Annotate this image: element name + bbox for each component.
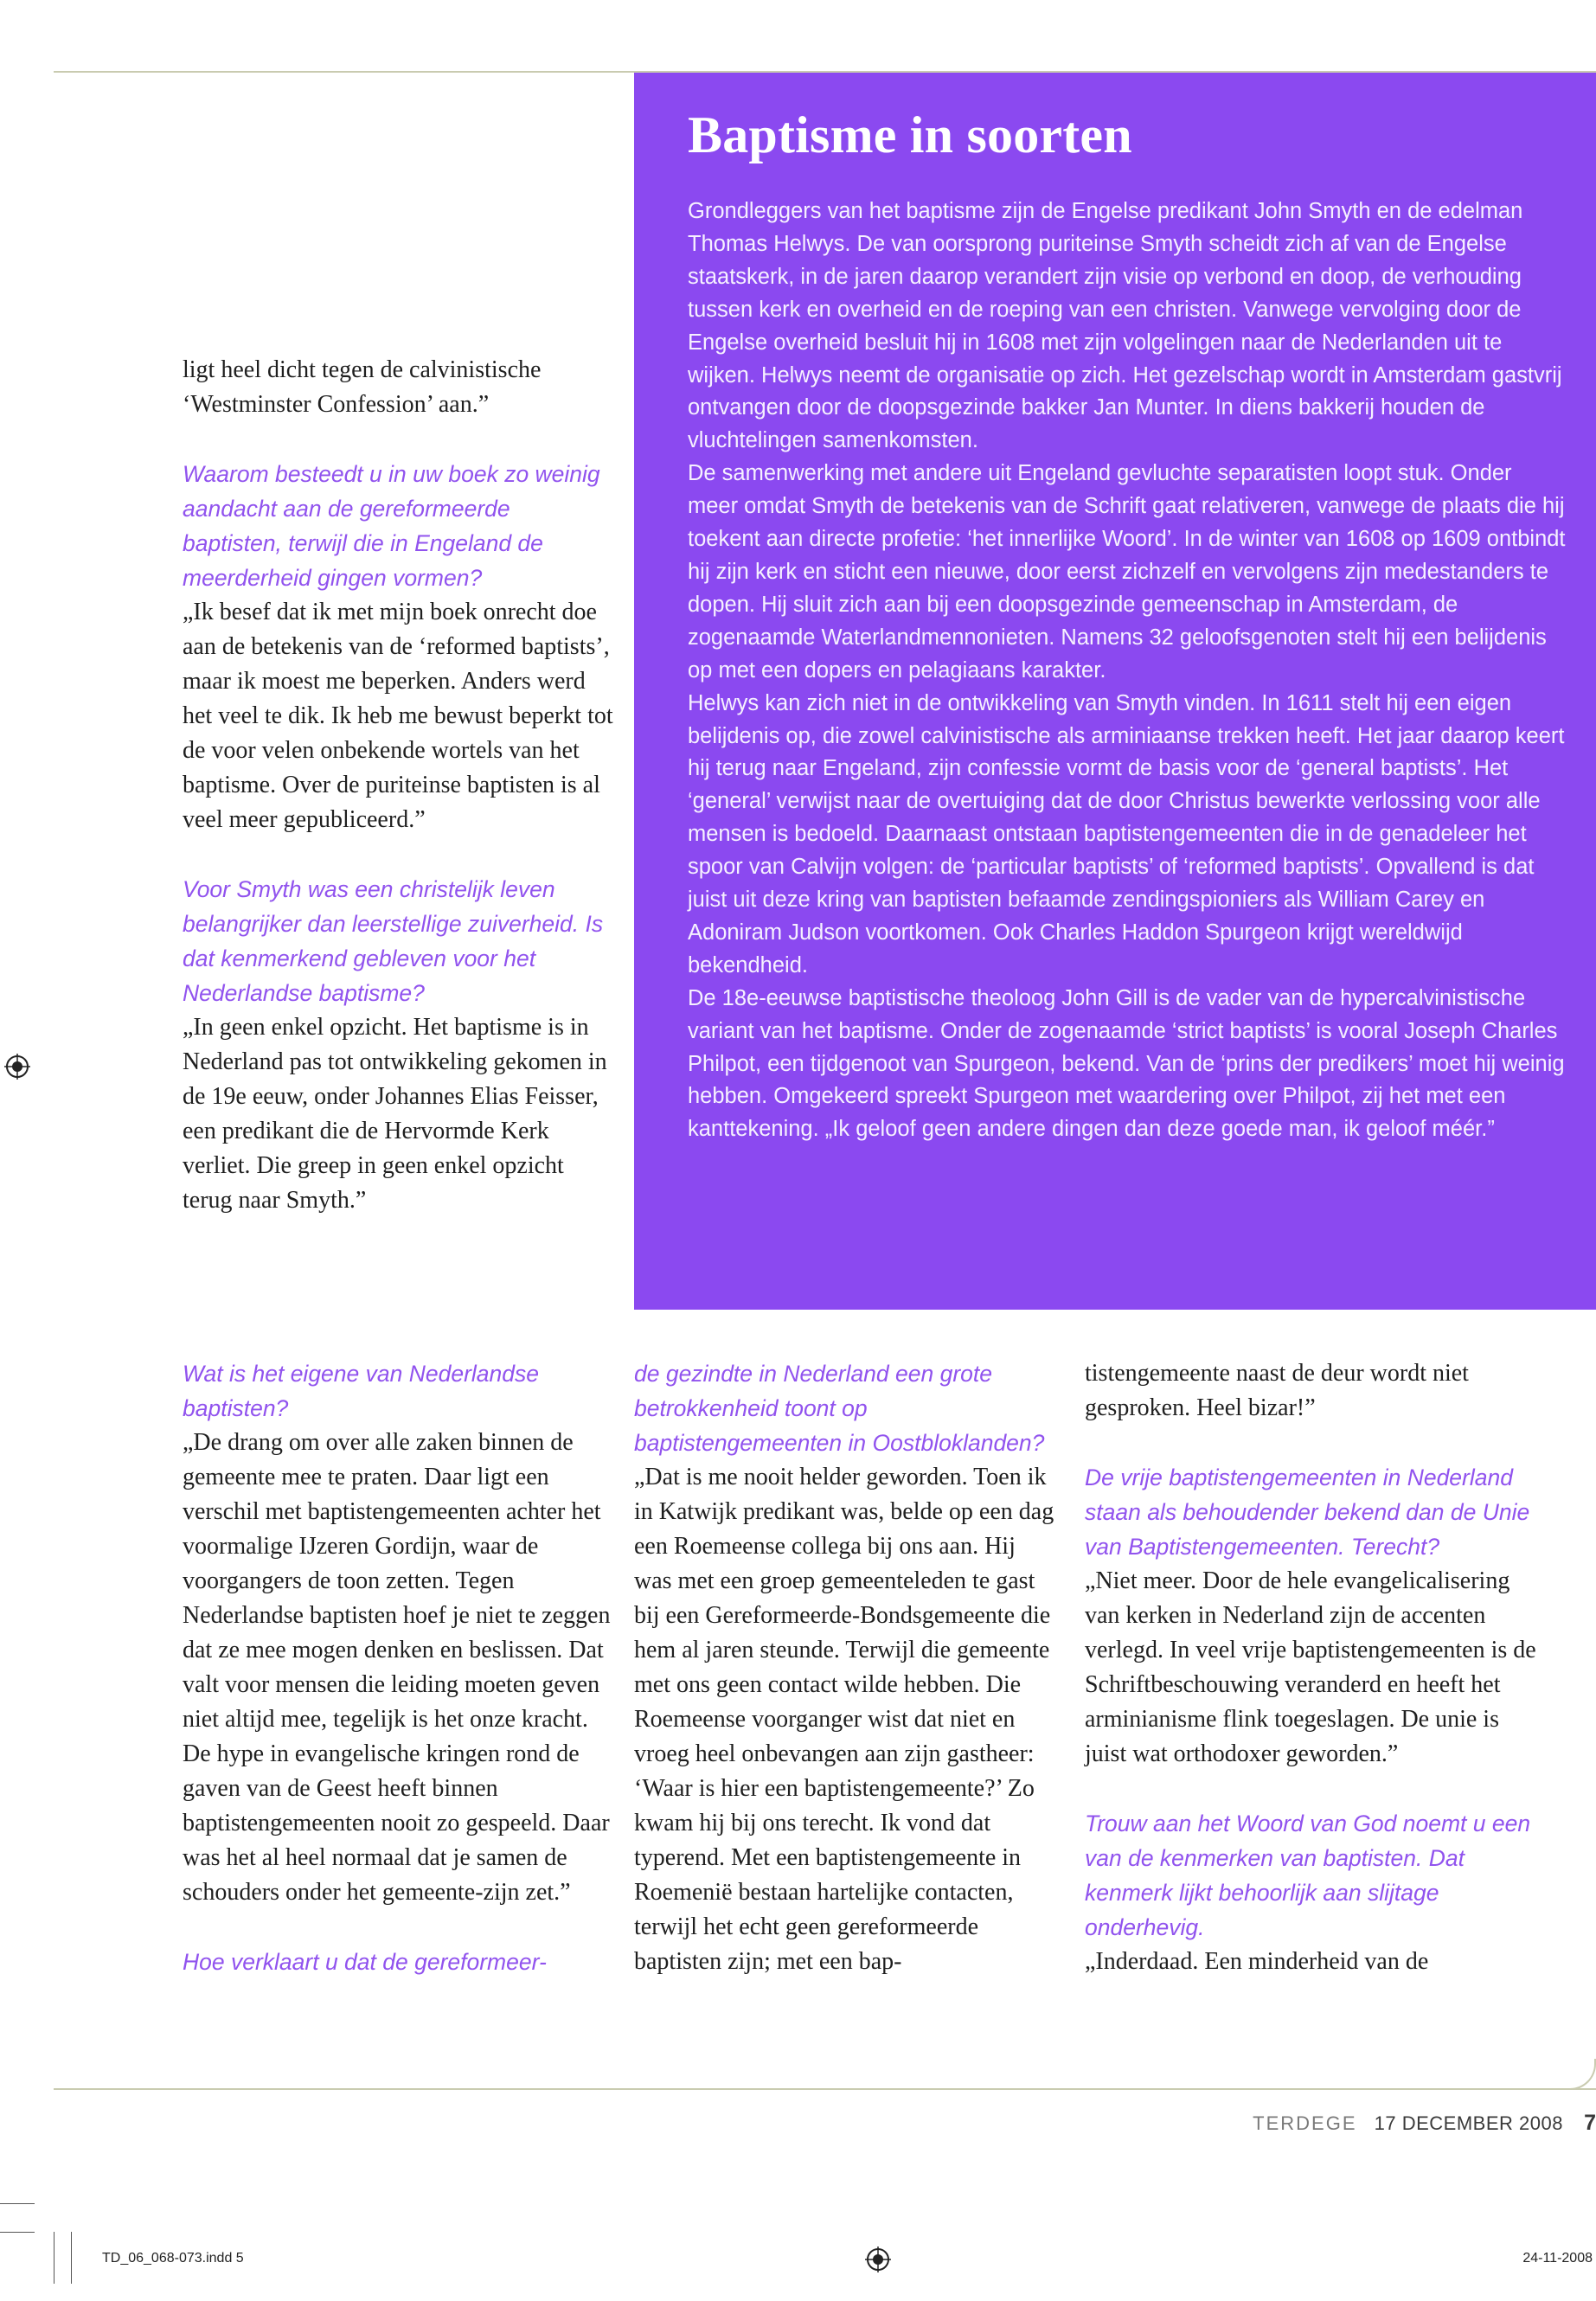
question-text: Trouw aan het Woord van God noemt u een van de kenmerken van baptisten. Dat kenmerk lijkt behoorlijk aan slijtage onderhevig.	[1085, 1811, 1531, 1940]
corner-bracket	[1567, 2059, 1596, 2090]
registration-mark-icon	[4, 1054, 30, 1080]
sidebar-title: Baptisme in soorten	[688, 106, 1132, 163]
question-text: Wat is het eigene van Nederlandse baptisten?	[183, 1361, 539, 1421]
question-text: Hoe verklaart u dat de gereformeer-	[183, 1949, 547, 1975]
issue-date: 17 DECEMBER 2008	[1374, 2112, 1563, 2134]
answer-text: „In geen enkel opzicht. Het baptisme is in Nederland pas tot ontwikkeling gekomen in de 19e eeuw, onder Johannes Elias Feisser, een predikant die de Hervormde Kerk verliet. Die greep in geen enkel opzicht terug naar Smyth.”	[183, 1014, 607, 1214]
crop-mark	[0, 2232, 35, 2233]
answer-text: „De drang om over alle zaken binnen de gemeente mee te praten. Daar ligt een verschil met baptistengemeenten achter het voormalige IJzeren Gordijn, waar de voorgangers de toon zetten. Tegen Nederlandse baptisten hoef je niet te zeggen dat ze mee mogen denken en beslissen. Dat valt voor mensen die leiding moeten geven niet altijd mee, tegelijk is het onze kracht. De hype in evangelische kringen rond de gaven van de Geest heeft binnen baptistengemeenten nooit zo gespeeld. Daar was het al heel normaal dat je samen de schouders onder het gemeente-zijn zet.”	[183, 1429, 611, 1906]
column-1-bottom	[183, 1356, 615, 1979]
column-3	[1085, 1356, 1543, 1979]
slug-filename: TD_06_068-073.indd 5	[102, 2251, 244, 2266]
answer-text: „Dat is me nooit helder geworden. Toen ik in Katwijk predikant was, belde op een dag een Roemeense collega bij ons aan. Hij was met een groep gemeenteleden te gast bij een Gereformeerde-Bondsgemeente die hem al jaren steunde. Terwijl die gemeente met ons geen contact wilde hebben. Die Roemeense voorganger wist dat niet en vroeg heel onbevangen aan zijn gastheer: ‘Waar is hier een baptistengemeente?’ Zo kwam hij bij ons terecht. Ik vond dat typerend. Met een baptistengemeente in Roemenië bestaan hartelijke contacten, terwijl het echt geen gereformeerde baptisten zijn; met een bap-	[634, 1464, 1054, 1975]
crop-mark	[0, 2203, 35, 2204]
question-text: de gezindte in Nederland een grote betrokkenheid toont op baptistengemeenten in Oostbloklanden?	[634, 1361, 1045, 1456]
answer-text: „Ik besef dat ik met mijn boek onrecht doe aan de betekenis van de ‘reformed baptists’, maar ik moest me beperken. Anders werd het veel te dik. Ik heb me bewust beperkt tot de voor velen onbekende wortels van het baptisme. Over de puriteinse baptisten is al veel meer gepubliceerd.”	[183, 599, 613, 833]
answer-text: tistengemeente naast de deur wordt niet gesproken. Heel bizar!”	[1085, 1360, 1469, 1421]
magazine-name: TERDEGE	[1253, 2112, 1357, 2134]
sidebar-paragraph: Helwys kan zich niet in de ontwikkeling van Smyth vinden. In 1611 stelt hij een eigen belijdenis op, die zowel calvinistische als arminiaanse trekken heeft. Het jaar daarop keert hij terug naar Engeland, zijn confessie vormt de basis voor de ‘general baptists’. Het ‘general’ verwijst naar de overtuiging dat de door Christus bewerkte verlossing voor alle mensen is bedoeld. Daarnaast ontstaan baptistengemeenten die in de genadeleer het spoor van Calvijn volgen: de ‘particular baptists’ of ‘reformed baptists’. Opvallend is dat juist uit deze kring van baptisten befaamde zendingspioniers als William Carey en Adoniram Judson voortkomen. Ook Charles Haddon Spurgeon krijgt wereldwijd bekendheid.	[688, 690, 1565, 977]
question-text: De vrije baptistengemeenten in Nederland staan als behoudender bekend dan de Unie van Baptistengemeenten. Terecht?	[1085, 1465, 1530, 1560]
question-text: Voor Smyth was een christelijk leven belangrijker dan leerstellige zuiverheid. Is dat kenmerkend gebleven voor het Nederlandse baptisme?	[183, 876, 604, 1006]
bottom-rule	[54, 2088, 1596, 2090]
answer-text: ligt heel dicht tegen de calvinistische ‘Westminster Confession’ aan.”	[183, 356, 542, 418]
sidebar-paragraph: Grondleggers van het baptisme zijn de Engelse predikant John Smyth en de edelman Thomas Helwys. De van oorsprong puriteinse Smyth scheidt zich af van de Engelse staatskerk, in de jaren daarop verandert zijn visie op verbond en doop, de verhouding tussen kerk en overheid en de roeping van een christen. Vanwege vervolging door de Engelse overheid besluit hij in 1608 met zijn volgelingen naar de Nederlanden uit te wijken. Helwys neemt de organisatie op zich. Het gezelschap wordt in Amsterdam gastvrij ontvangen door de doopsgezinde bakker Jan Munter. In diens bakkerij houden de vluchtelingen samenkomsten.	[688, 199, 1562, 453]
sidebar-paragraph: De samenwerking met andere uit Engeland gevluchte separatisten loopt stuk. Onder meer omdat Smyth de betekenis van de Schrift gaat relativeren, vanwege de plaats die hij toekent aan directe profetie: ‘het innerlijke Woord’. In de winter van 1608 op 1609 ontbindt hij zijn kerk en sticht een nieuwe, door eerst zichzelf en vervolgens zijn medestanders te dopen. Hij sluit zich aan bij een doopsgezinde gemeenschap in Amsterdam, de zogenaamde Waterlandmennonieten. Namens 32 geloofsgenoten stelt hij een belijdenis op met een dopers en pelagiaans karakter.	[688, 461, 1566, 683]
column-1-top	[183, 353, 615, 1218]
sidebar-body	[688, 195, 1567, 1146]
question-text: Waarom besteedt u in uw boek zo weinig aandacht aan de gereformeerde baptisten, terwijl die in Engeland de meerderheid gingen vormen?	[183, 461, 600, 591]
page-number: 7	[1584, 2111, 1596, 2135]
sidebar-box	[634, 73, 1596, 1310]
folio	[1253, 2111, 1596, 2142]
slug-date: 24-11-2008	[1522, 2251, 1593, 2266]
answer-text: „Niet meer. Door de hele evangelicalisering van kerken in Nederland zijn de accenten verlegd. In veel vrije baptistengemeenten is de Schriftbeschouwing veranderd en heeft het arminianisme flink toegeslagen. De unie is juist wat orthodoxer geworden.”	[1085, 1567, 1536, 1767]
crop-mark	[71, 2232, 72, 2284]
column-2	[634, 1356, 1058, 1979]
registration-mark-icon	[865, 2247, 891, 2272]
answer-text: „Inderdaad. Een minderheid van de	[1085, 1948, 1429, 1975]
sidebar-paragraph: De 18e-eeuwse baptistische theoloog John Gill is de vader van de hypercalvinistische variant van het baptisme. Onder de zogenaamde ‘strict baptists’ is vooral Joseph Charles Philpot, een tijdgenoot van Spurgeon, bekend. Van de ‘prins der predikers’ moet hij weinig hebben. Omgekeerd spreekt Spurgeon met waardering over Philpot, zij het met een kanttekening. „Ik geloof geen andere dingen dan deze goede man, ik geloof méér.”	[688, 985, 1565, 1142]
